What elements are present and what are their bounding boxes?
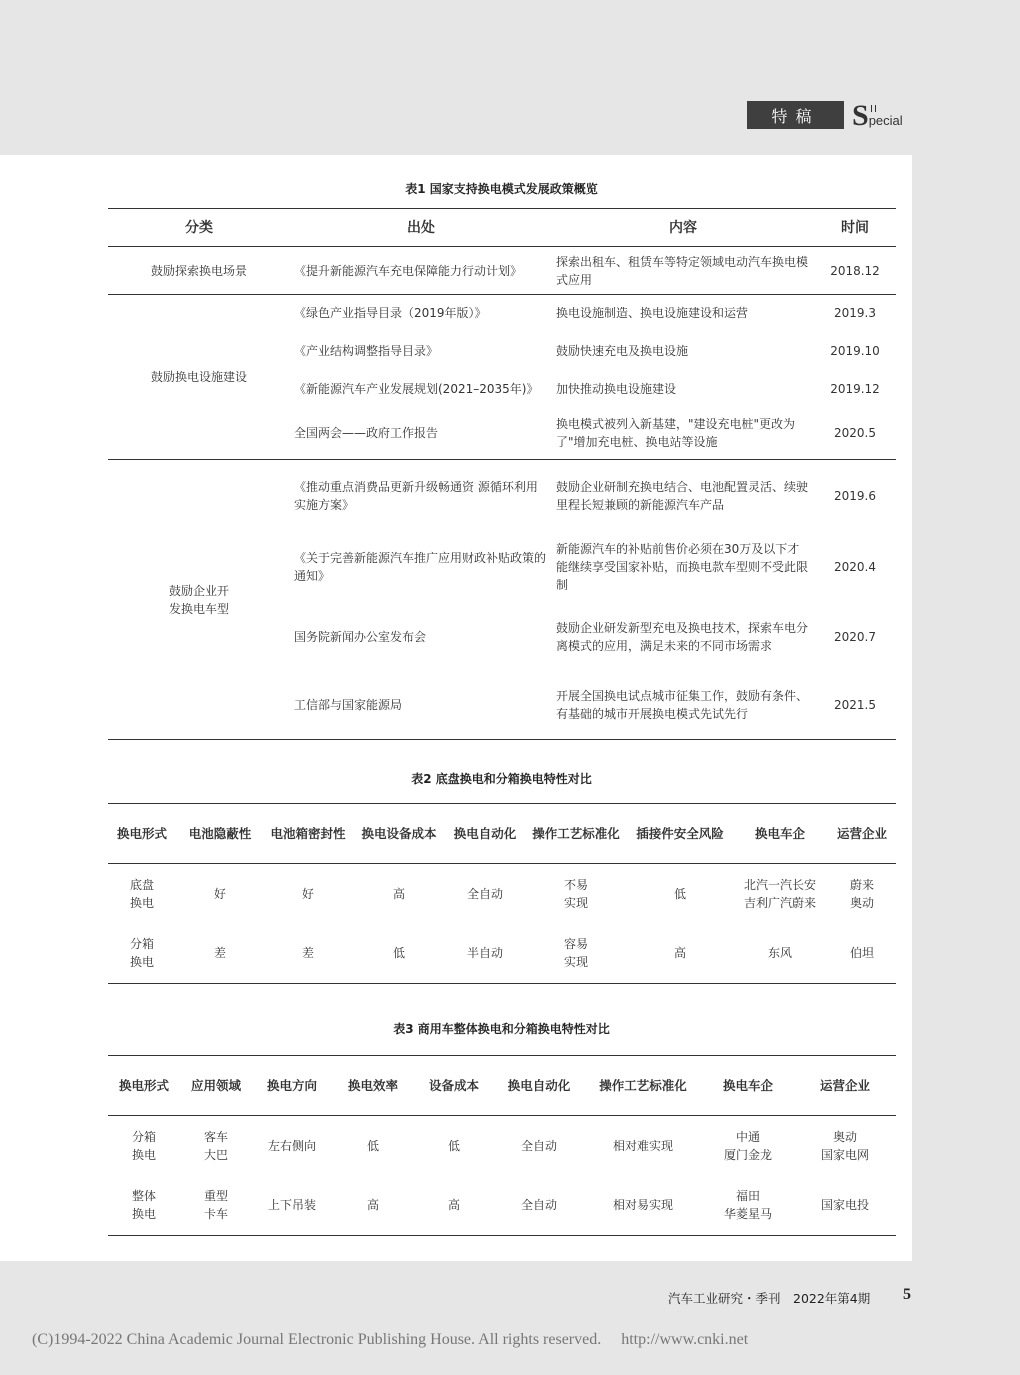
table3-header-cell: 换电效率 [332, 1056, 414, 1116]
content-cell: 鼓励企业研发新型充电及换电技术，探索车电分离模式的应用，满足未来的不同市场需求 [556, 620, 809, 653]
content-cell: 换电模式被列入新基建，"建设充电桩"更改为了"增加充电桩、换电站等设施 [556, 417, 796, 450]
table2-header-cell: 电池箱密封性 [264, 804, 352, 864]
table3-header-cell: 换电车企 [702, 1056, 794, 1116]
table2-header-cell: 电池隐蔽性 [176, 804, 264, 864]
table1-header-cell: 内容 [552, 209, 814, 247]
source-cell: 工信部与国家能源局 [294, 698, 403, 713]
table2-header-cell: 操作工艺标准化 [524, 804, 628, 864]
content-cell: 鼓励快速充电及换电设施 [556, 343, 689, 358]
table2-caption: 表2 底盘换电和分箱换电特性对比 [411, 772, 592, 786]
special-initial: S [852, 99, 869, 132]
table-cell: 伯坦 [828, 924, 896, 984]
table-row [108, 864, 896, 924]
table-row [108, 924, 896, 984]
table-cell: 分箱 换电 [131, 1129, 156, 1162]
content-cell: 新能源汽车的补贴前售价必须在30万及以下才能继续享受国家补贴，而换电款车型则不受此限制 [556, 541, 809, 592]
table-cell: 半自动 [446, 924, 524, 984]
table-cell: 重型 卡车 [180, 1176, 252, 1236]
journal-info: 汽车工业研究・季刊 2022年第4期 [668, 1291, 871, 1306]
table-cell: 上下吊装 [252, 1176, 332, 1236]
table-row [108, 460, 896, 532]
table2-header-cell: 换电自动化 [446, 804, 524, 864]
table1-header-row [108, 209, 896, 247]
source-cell: 《关于完善新能源汽车推广应用财政补贴政策的通知》 [294, 550, 547, 583]
section-badge: 特稿 [747, 101, 844, 129]
source-cell: 《推动重点消费品更新升级畅通资 源循环利用实施方案》 [294, 479, 538, 512]
table3-header-cell: 应用领域 [180, 1056, 252, 1116]
table2-header-cell: 换电设备成本 [352, 804, 446, 864]
table2-header-cell: 运营企业 [828, 804, 896, 864]
table1-header-cell: 出处 [290, 209, 552, 247]
table3-header-cell: 运营企业 [794, 1056, 896, 1116]
time-cell: 2020.5 [834, 426, 876, 441]
copyright-notice: (C)1994-2022 China Academic Journal Electronic Publishing House. All rights reserved. http://www.cnki.net [32, 1331, 749, 1348]
table3-header-cell: 设备成本 [414, 1056, 494, 1116]
time-cell: 2018.12 [830, 263, 880, 278]
table-cell: 相对难实现 [612, 1138, 673, 1153]
table-cell: 北汽一汽长安 吉利广汽蔚来 [743, 877, 816, 910]
table-cell: 蔚来 奥动 [849, 877, 874, 910]
chassis-vs-split-table [108, 803, 896, 984]
table-cell: 奥动 国家电网 [820, 1129, 869, 1162]
table2-header-row [108, 804, 896, 864]
source-cell: 《新能源汽车产业发展规划(2021–2035年)》 [294, 381, 539, 396]
table-cell: 东风 [732, 924, 828, 984]
content-cell: 探索出租车、租赁车等特定领域电动汽车换电模式应用 [556, 254, 809, 287]
page-number: 5 [903, 1286, 911, 1303]
time-cell: 2020.7 [834, 629, 876, 644]
content-cell: 换电设施制造、换电设施建设和运营 [556, 306, 749, 321]
content-cell: 鼓励企业研制充换电结合、电池配置灵活、续驶里程长短兼顾的新能源汽车产品 [556, 479, 809, 512]
table-cell: 整体 换电 [108, 1176, 180, 1236]
category-cell: 鼓励企业开发换电车型 [168, 583, 229, 616]
source-cell: 国务院新闻办公室发布会 [294, 629, 427, 644]
table-cell: 中通 厦门金龙 [723, 1129, 772, 1162]
table-cell: 左右侧向 [267, 1138, 316, 1153]
source-cell: 《绿色产业指导目录（2019年版）》 [294, 306, 487, 321]
table1-header-cell: 时间 [814, 209, 896, 247]
table3-header-cell: 操作工艺标准化 [584, 1056, 702, 1116]
source-cell: 《提升新能源汽车充电保障能力行动计划》 [294, 263, 523, 278]
policy-table [108, 208, 896, 740]
table1-caption: 表1 国家支持换电模式发展政策概览 [405, 182, 598, 196]
table-cell: 高 [628, 924, 732, 984]
time-cell: 2020.4 [834, 559, 876, 574]
source-cell: 全国两会——政府工作报告 [294, 426, 439, 441]
table-cell: 相对易实现 [584, 1176, 702, 1236]
table-row [108, 1116, 896, 1176]
special-rest: pecial [868, 113, 903, 128]
special-logo [852, 101, 903, 131]
category-cell: 鼓励探索换电场景 [150, 263, 247, 278]
table-cell: 全自动 [494, 1176, 584, 1236]
table-cell: 客车 大巴 [203, 1129, 228, 1162]
time-cell: 2019.3 [834, 306, 876, 321]
table-cell: 底盘 换电 [129, 877, 154, 910]
table-cell: 高 [332, 1176, 414, 1236]
table-row [108, 1176, 896, 1236]
table-cell: 好 [213, 886, 226, 901]
special-bars-icon [871, 105, 876, 112]
content-cell: 加快推动换电设施建设 [556, 381, 677, 396]
table-row [108, 247, 896, 295]
table-cell: 全自动 [520, 1138, 557, 1153]
table-cell: 高 [414, 1176, 494, 1236]
table-cell: 低 [366, 1138, 379, 1153]
table-cell: 分箱 换电 [108, 924, 176, 984]
category-cell: 鼓励换电设施建设 [150, 370, 247, 384]
table-cell: 差 [264, 924, 352, 984]
time-cell: 2019.6 [834, 488, 876, 503]
table-cell: 差 [176, 924, 264, 984]
table3-header-cell: 换电方向 [252, 1056, 332, 1116]
table3-header-cell: 换电形式 [108, 1056, 180, 1116]
time-cell: 2019.12 [830, 381, 880, 396]
table-cell: 低 [673, 886, 686, 901]
content-cell: 开展全国换电试点城市征集工作，鼓励有条件、有基础的城市开展换电模式先试先行 [556, 689, 809, 722]
table-cell: 福田 华菱星马 [702, 1176, 794, 1236]
table-cell: 低 [447, 1138, 460, 1153]
table1-header-cell: 分类 [108, 209, 290, 247]
table-row [108, 295, 896, 332]
source-cell: 《产业结构调整指导目录》 [294, 343, 439, 358]
table2-header-cell: 换电车企 [732, 804, 828, 864]
table2-header-cell: 换电形式 [108, 804, 176, 864]
table-cell: 好 [301, 886, 314, 901]
time-cell: 2021.5 [834, 698, 876, 713]
table3-header-cell: 换电自动化 [494, 1056, 584, 1116]
table3-caption: 表3 商用车整体换电和分箱换电特性对比 [393, 1022, 610, 1036]
table-cell: 高 [392, 886, 405, 901]
table-cell: 国家电投 [794, 1176, 896, 1236]
time-cell: 2019.10 [830, 343, 880, 358]
commercial-swap-table [108, 1055, 896, 1236]
table3-header-row [108, 1056, 896, 1116]
table2-header-cell: 插接件安全风险 [628, 804, 732, 864]
table-cell: 全自动 [466, 886, 503, 901]
table-cell: 不易 实现 [563, 877, 588, 910]
table-cell: 容易 实现 [524, 924, 628, 984]
table-cell: 低 [352, 924, 446, 984]
